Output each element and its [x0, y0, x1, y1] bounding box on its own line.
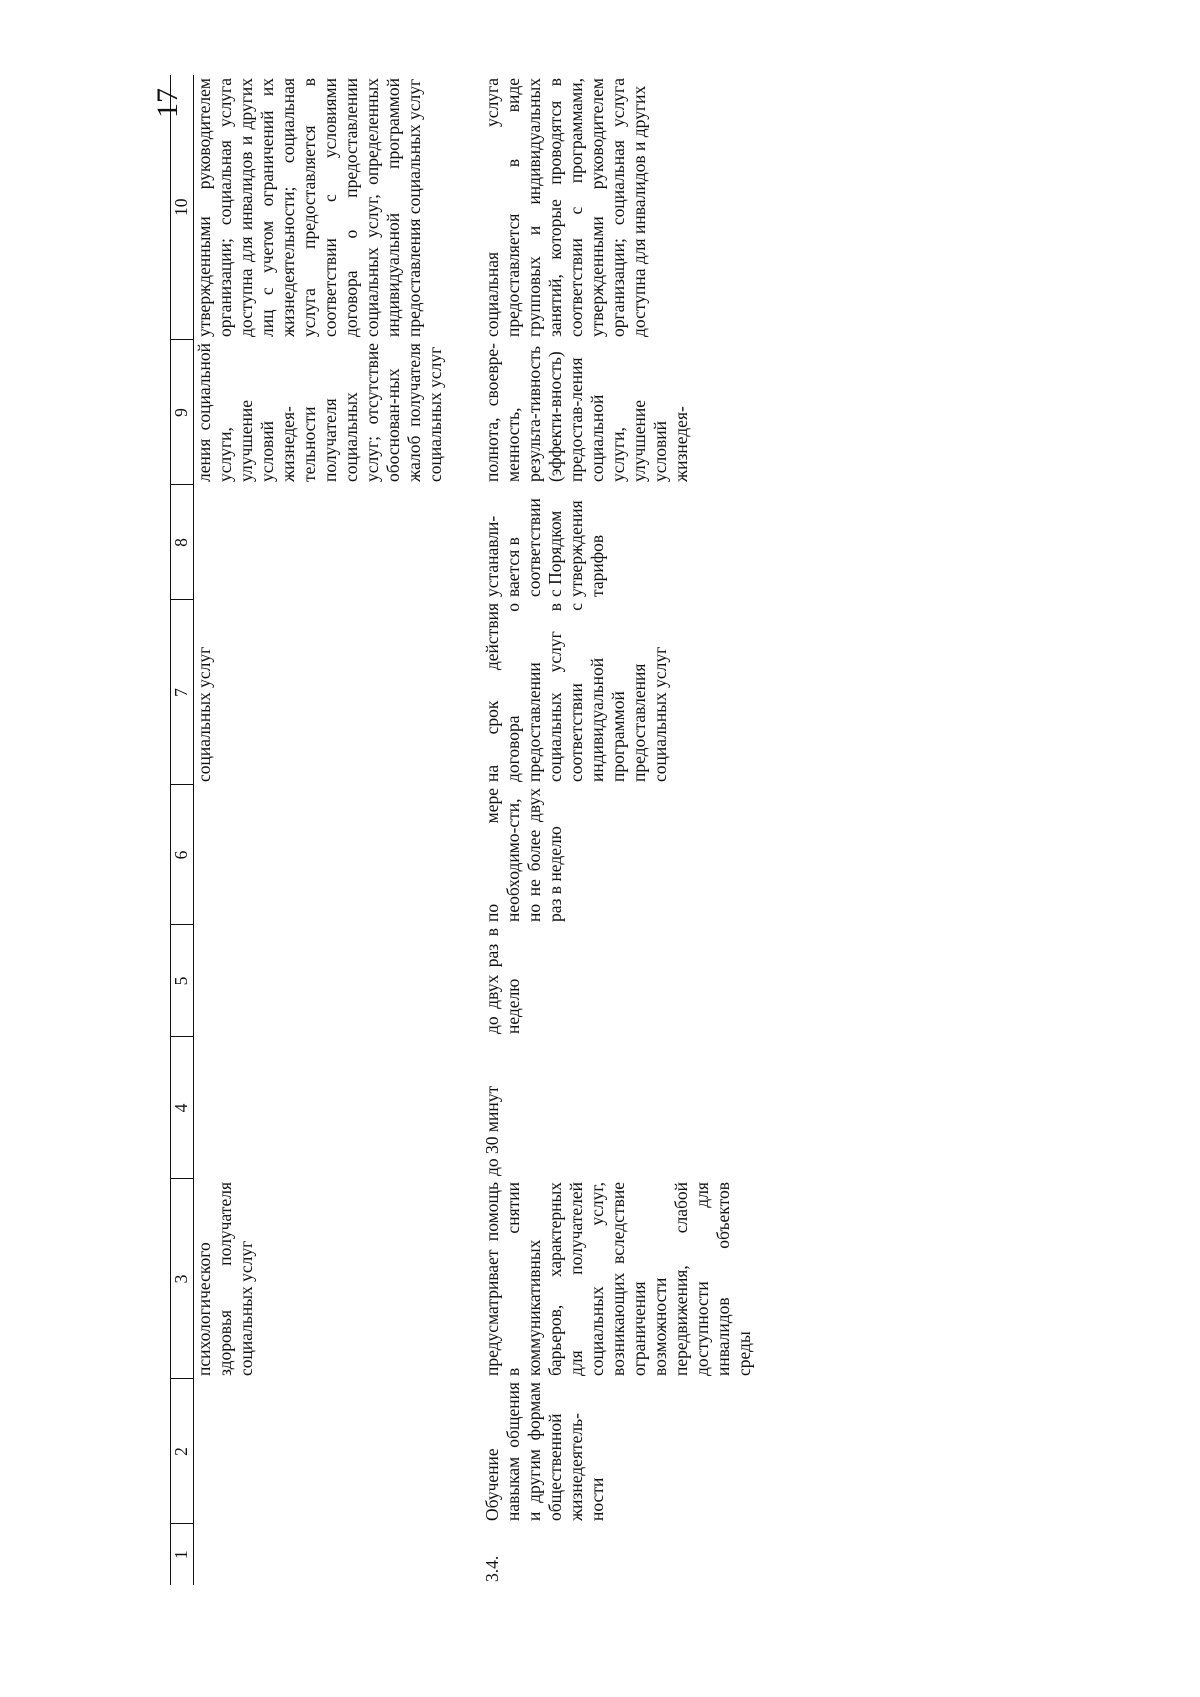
- table-row-continuation: [194, 75, 447, 1585]
- cell-frequency: до двух раз в неделю: [482, 928, 523, 1034]
- header-row: [171, 75, 194, 1585]
- cell-description: психологического здоровья получателя социальных услуг: [194, 1182, 256, 1376]
- cell-term: на срок действия договора о предоставлении социальных услуг в соответствии с индивидуальной программой предоставления социальных услуг: [482, 603, 670, 782]
- cell-tariff: устанавли-вается в соответствии с Порядком утверждения тарифов: [482, 498, 607, 597]
- services-table: [170, 75, 755, 1585]
- cell-description: предусматривает помощь в снятии коммуникативных барьеров, характерных для получателей социальных услуг, возникающих вследствие ограничения возможности передвижения, слабой доступности для инвалидов объектов среды: [482, 1182, 754, 1376]
- cell-col7: социальных услуг: [194, 646, 214, 782]
- page-number: 17: [151, 88, 184, 118]
- cell-service-name: Обучение навыкам общения и другим формам общественной жизнедеятель-ности: [482, 1382, 607, 1521]
- cell-duration: до 30 минут: [482, 1085, 502, 1176]
- header-col-6: 6: [171, 785, 194, 925]
- header-col-9: 9: [171, 340, 194, 485]
- table-row-3-4: [480, 75, 755, 1585]
- rotated-table-container: [170, 75, 1130, 1585]
- cell-quality-indicators: ления социальной услуги, улучшение условий жизнедея-тельности получателя социальных услуг; отсутствие обоснован-ных жалоб получателя социальных услуг: [194, 343, 445, 482]
- header-col-1: 1: [171, 1524, 194, 1585]
- header-col-3: 3: [171, 1179, 194, 1379]
- header-col-4: 4: [171, 1037, 194, 1179]
- header-col-8: 8: [171, 485, 194, 600]
- header-col-7: 7: [171, 600, 194, 785]
- cell-periodicity: по мере необходимо-сти, но не более двух раз в неделю: [482, 788, 565, 922]
- cell-conditions: социальная услуга предоставляется в виде групповых и индивидуальных занятий, которые проводятся в соответствии с программами, утвержденными руководителем организации; социальная услуга доступна для инвалидов и других: [482, 78, 649, 337]
- cell-conditions: утвержденными руководителем организации; социальная услуга доступна для инвалидов и других лиц с учетом ограничений их жизнедеятельности; социальная услуга предоставляется в соответствии с условиями договора о предоставлении социальных услуг, определенных индивидуальной программой предоставления социальных услуг: [194, 78, 424, 337]
- header-col-5: 5: [171, 925, 194, 1037]
- header-col-2: 2: [171, 1379, 194, 1524]
- cell-number: 3.4.: [482, 1555, 502, 1582]
- cell-quality-indicators: полнота, своевре-менность, результа-тивность (эффекти-вность) предостав-ления социальной услуги, улучшение условий жизнедея-: [482, 343, 691, 482]
- header-col-10: 10: [171, 75, 194, 340]
